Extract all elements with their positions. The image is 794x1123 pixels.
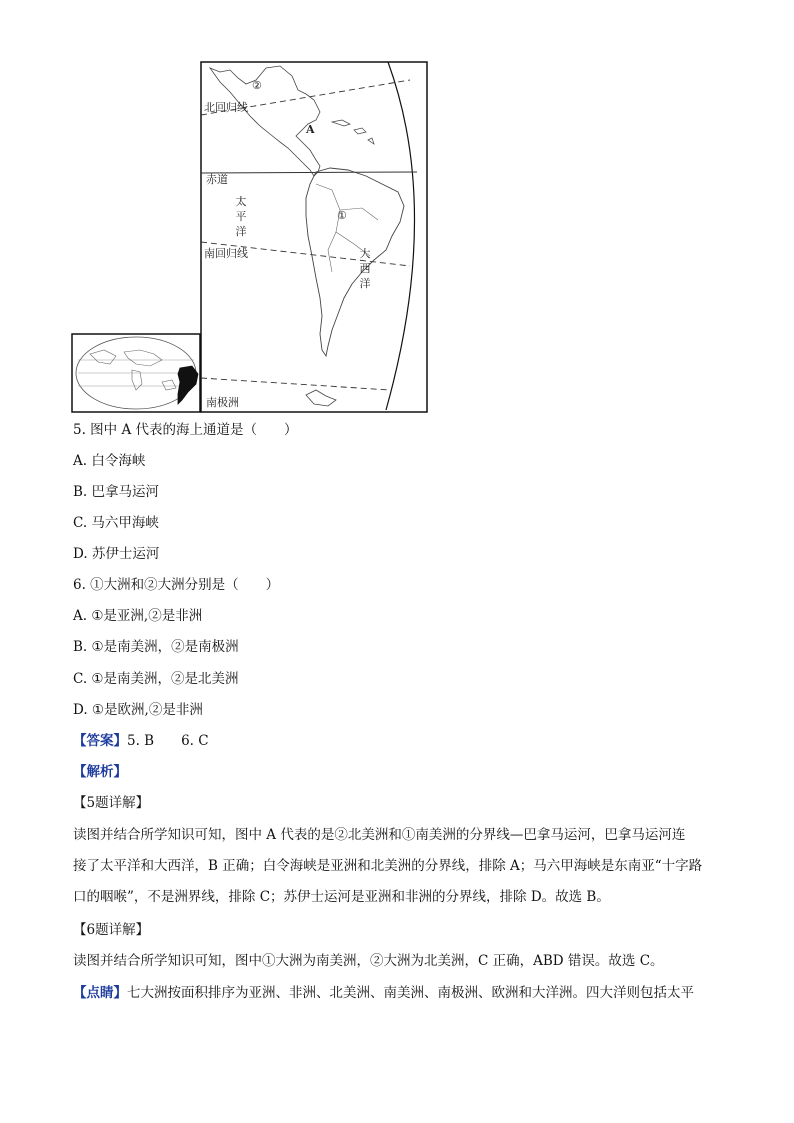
analysis-tag: 【解析】 [73, 764, 127, 780]
tip-text: 七大洲按面积排序为亚洲、非洲、北美洲、南美洲、南极洲、欧洲和大洋洲。四大洋则包括太平 [127, 985, 694, 1001]
map-figure [70, 60, 430, 415]
detail6-line1: 读图并结合所学知识可知，图中①大洲为南美洲，②大洲为北美洲，C 正确，ABD 错误。故选 C。 [73, 953, 664, 969]
q6-stem: 6. ①大洲和②大洲分别是（ ） [73, 577, 280, 593]
map-label-pacific: 太 平 洋 [235, 195, 247, 238]
detail5-line2: 接了太平洋和大西洋，B 正确；白令海峡是亚洲和北美洲的分界线，排除 A；马六甲海峡是东南亚“十字路 [73, 858, 703, 874]
map-label-atlantic: 大 西 洋 [359, 247, 371, 290]
q6-option-b: B. ①是南美洲，②是南极洲 [73, 639, 239, 655]
map-label-point-a: A [306, 123, 315, 136]
map-label-tropic-south: 南回归线 [204, 247, 248, 260]
tip-line [73, 987, 723, 1001]
map-label-equator: 赤道 [206, 173, 228, 186]
map-label-circle2: ② [252, 79, 262, 92]
map-label-antarctica: 南极洲 [206, 396, 239, 409]
map-label-tropic-north: 北回归线 [204, 101, 248, 114]
detail5-line1: 读图并结合所学知识可知，图中 A 代表的是②北美洲和①南美洲的分界线—巴拿马运河，巴拿马运河连 [73, 827, 686, 843]
answer-tag: 【答案】 [73, 733, 127, 749]
q6-option-a: A. ①是亚洲,②是非洲 [73, 608, 203, 624]
q5-option-d: D. 苏伊士运河 [73, 546, 160, 562]
detail5-title: 【5题详解】 [73, 795, 150, 811]
q6-option-d: D. ①是欧洲,②是非洲 [73, 702, 203, 718]
q5-option-a: A. 白令海峡 [73, 453, 146, 469]
q5-option-b: B. 巴拿马运河 [73, 484, 160, 500]
answer-text: 5. B 6. C [127, 733, 209, 749]
detail5-line3: 口的咽喉”，不是洲界线，排除 C；苏伊士运河是亚洲和非洲的分界线，排除 D。故选 B。 [73, 889, 610, 905]
tip-tag: 【点睛】 [73, 985, 127, 1001]
detail6-title: 【6题详解】 [73, 922, 150, 938]
answer-line [73, 735, 209, 749]
map-svg [70, 60, 430, 415]
q5-stem: 5. 图中 A 代表的海上通道是（ ） [73, 422, 298, 438]
q6-option-c: C. ①是南美洲，②是北美洲 [73, 671, 239, 687]
map-label-circle1: ① [337, 209, 347, 222]
q5-option-c: C. 马六甲海峡 [73, 515, 159, 531]
